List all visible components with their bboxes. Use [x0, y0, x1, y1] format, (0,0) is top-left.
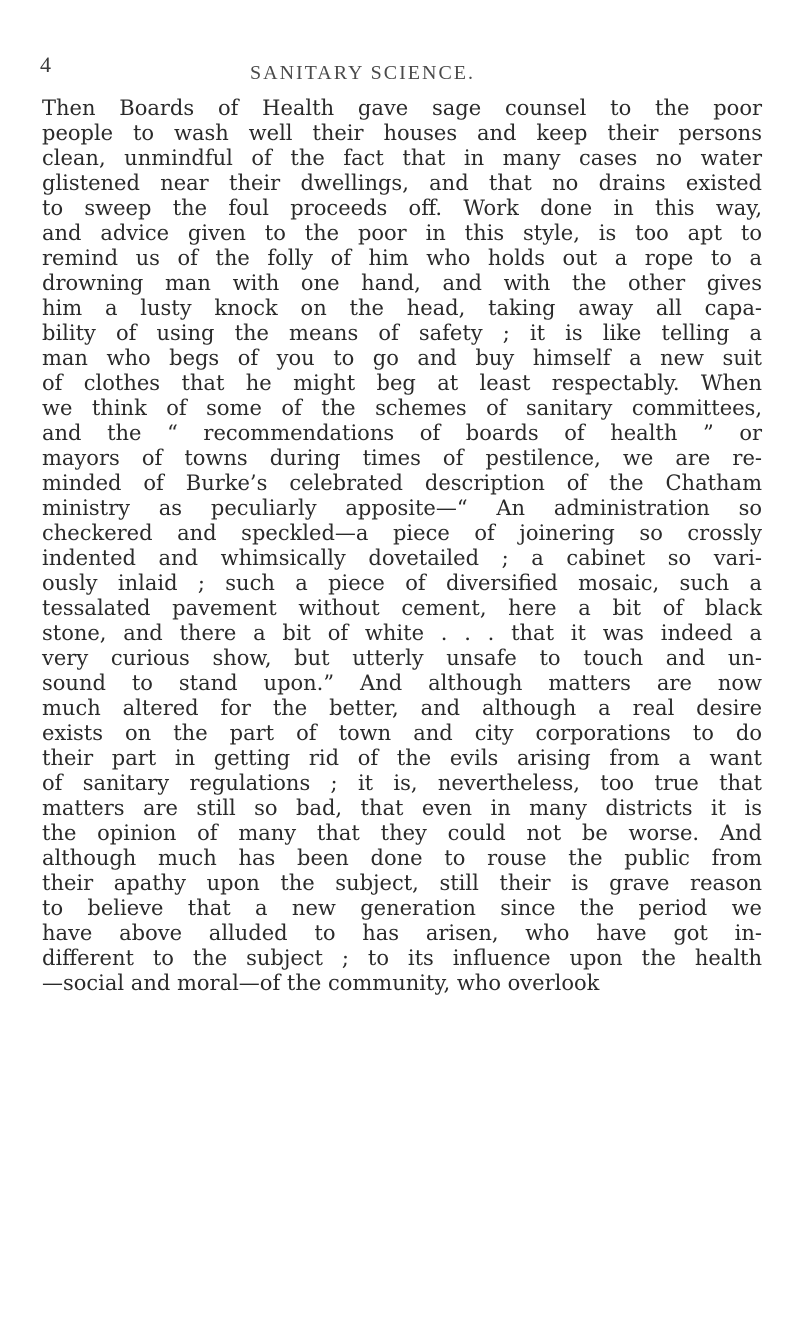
text-line: people to wash well their houses and keep their persons	[42, 121, 762, 145]
text-line: very curious show, but utterly unsafe to touch and un-	[42, 646, 762, 670]
text-line: mayors of towns during times of pestilence, we are re-	[42, 446, 762, 470]
text-line: him a lusty knock on the head, taking away all capa-	[42, 296, 762, 320]
page-number: 4	[40, 52, 51, 77]
text-line: have above alluded to has arisen, who have got in-	[42, 921, 762, 945]
text-line: clean, unmindful of the fact that in many cases no water	[42, 146, 762, 170]
text-line: we think of some of the schemes of sanitary committees,	[42, 396, 762, 420]
text-line: man who begs of you to go and buy himself a new suit	[42, 346, 762, 370]
text-line: and the “ recommendations of boards of health ” or	[42, 421, 762, 445]
text-line: minded of Burke’s celebrated description of the Chatham	[42, 471, 762, 495]
text-line: ously inlaid ; such a piece of diversified mosaic, such a	[42, 571, 762, 595]
text-line: remind us of the folly of him who holds out a rope to a	[42, 246, 762, 270]
text-line: stone, and there a bit of white . . . that it was indeed a	[42, 621, 762, 645]
text-line: the opinion of many that they could not be worse. And	[42, 821, 762, 845]
text-line: matters are still so bad, that even in many districts it is	[42, 796, 762, 820]
text-line: although much has been done to rouse the public from	[42, 846, 762, 870]
text-line: indented and whimsically dovetailed ; a cabinet so vari-	[42, 546, 762, 570]
text-line: to sweep the foul proceeds off. Work done in this way,	[42, 196, 762, 220]
text-line: different to the subject ; to its influence upon the health	[42, 946, 762, 970]
text-line: of clothes that he might beg at least respectably. When	[42, 371, 762, 395]
body-paragraph	[42, 96, 762, 996]
text-line: and advice given to the poor in this style, is too apt to	[42, 221, 762, 245]
text-line: their apathy upon the subject, still their is grave reason	[42, 871, 762, 895]
text-line: bility of using the means of safety ; it is like telling a	[42, 321, 762, 345]
text-line: their part in getting rid of the evils arising from a want	[42, 746, 762, 770]
text-line: of sanitary regulations ; it is, nevertheless, too true that	[42, 771, 762, 795]
running-head: SANITARY SCIENCE.	[250, 62, 476, 84]
text-line: exists on the part of town and city corporations to do	[42, 721, 762, 745]
text-line: to believe that a new generation since the period we	[42, 896, 762, 920]
text-line: much altered for the better, and although a real desire	[42, 696, 762, 720]
text-line: ministry as peculiarly apposite—“ An administration so	[42, 496, 762, 520]
text-line: —social and moral—of the community, who overlook	[42, 971, 600, 995]
text-line: glistened near their dwellings, and that no drains existed	[42, 171, 762, 195]
text-line: drowning man with one hand, and with the other gives	[42, 271, 762, 295]
text-line: sound to stand upon.” And although matters are now	[42, 671, 762, 695]
text-line: checkered and speckled—a piece of joinering so crossly	[42, 521, 762, 545]
text-line: tessalated pavement without cement, here a bit of black	[42, 596, 762, 620]
text-line: Then Boards of Health gave sage counsel to the poor	[42, 96, 762, 120]
